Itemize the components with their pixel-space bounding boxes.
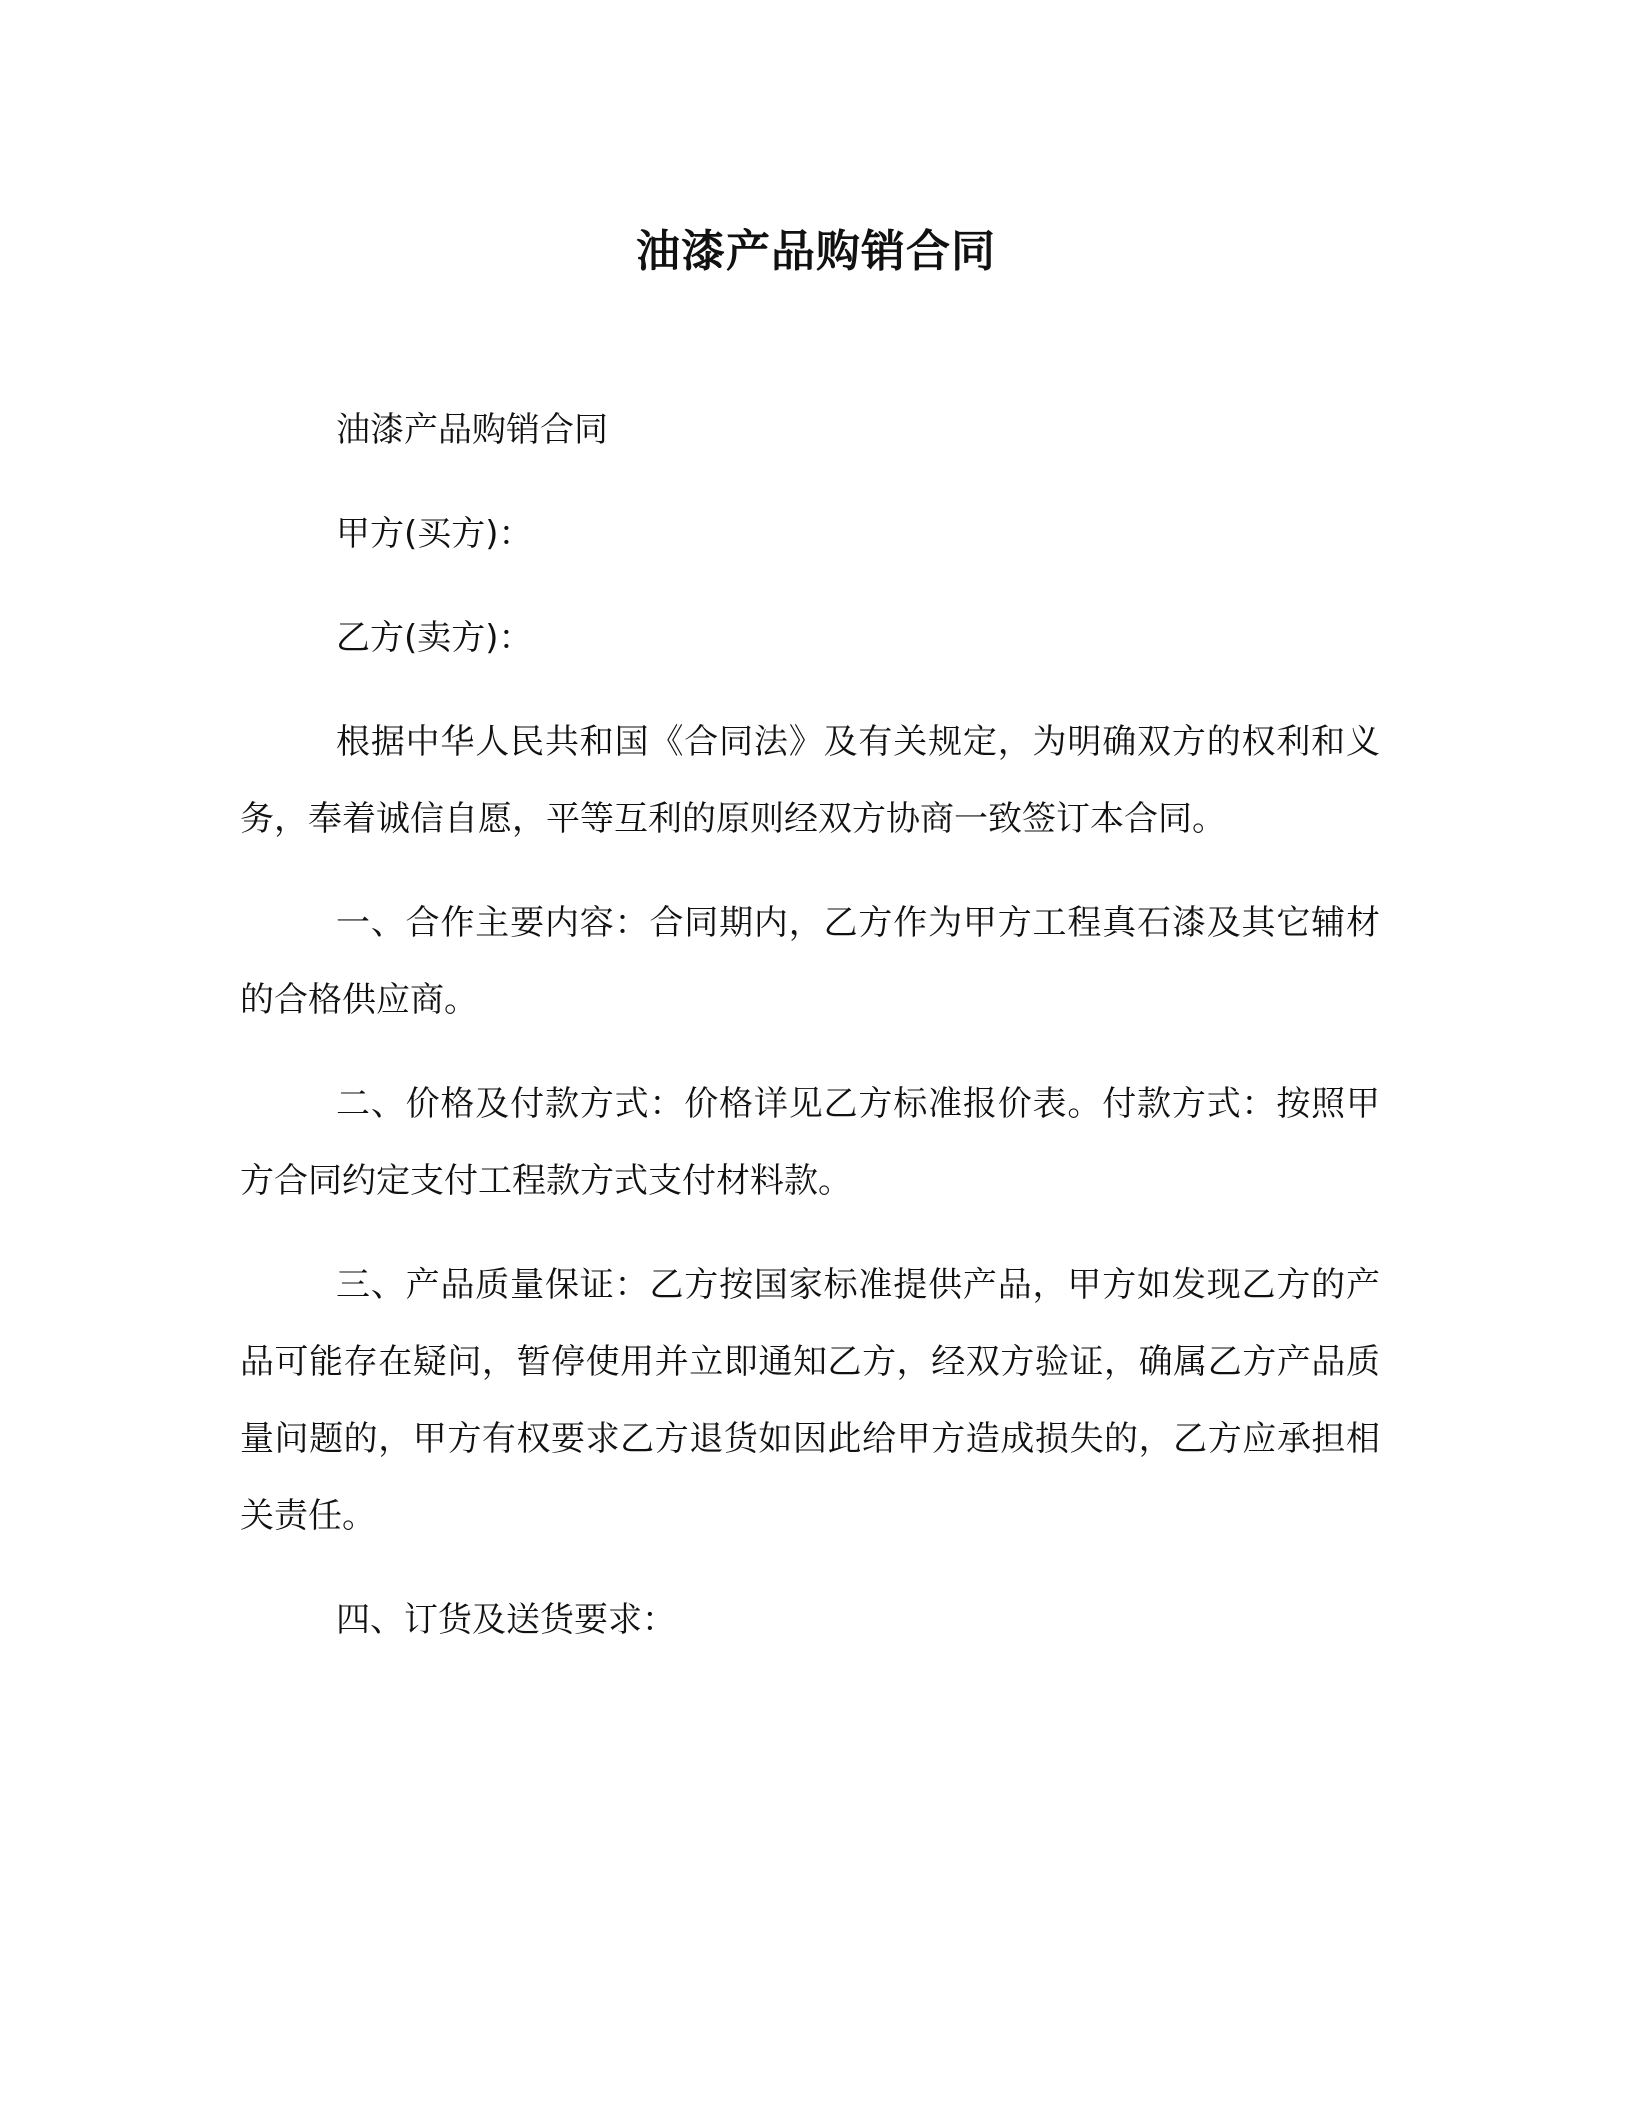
document-title: 油漆产品购销合同 — [636, 226, 996, 277]
paragraph-clause-3: 三、产品质量保证：乙方按国家标准提供产品，甲方如发现乙方的产品可能存在疑问，暂停使用并立即通知乙方，经双方验证，确属乙方产品质量问题的，甲方有权要求乙方退货如因此给甲方造成损失的，乙方应承担相关责任。 — [240, 1265, 1380, 1536]
paragraph-clause-1: 一、合作主要内容：合同期内，乙方作为甲方工程真石漆及其它辅材的合格供应商。 — [240, 903, 1380, 1020]
paragraph-clause-2: 二、价格及付款方式：价格详见乙方标准报价表。付款方式：按照甲方合同约定支付工程款方式支付材料款。 — [240, 1084, 1380, 1201]
paragraph-contract-name: 油漆产品购销合同 — [336, 410, 608, 450]
paragraph-party-a: 甲方(买方)： — [336, 514, 533, 554]
paragraph-preamble: 根据中华人民共和国《合同法》及有关规定，为明确双方的权利和义务，奉着诚信自愿，平等互利的原则经双方协商一致签订本合同。 — [240, 722, 1380, 839]
paragraph-party-b: 乙方(卖方)： — [336, 618, 533, 658]
paragraph-clause-4: 四、订货及送货要求： — [336, 1600, 676, 1640]
document-body — [240, 392, 1380, 1686]
